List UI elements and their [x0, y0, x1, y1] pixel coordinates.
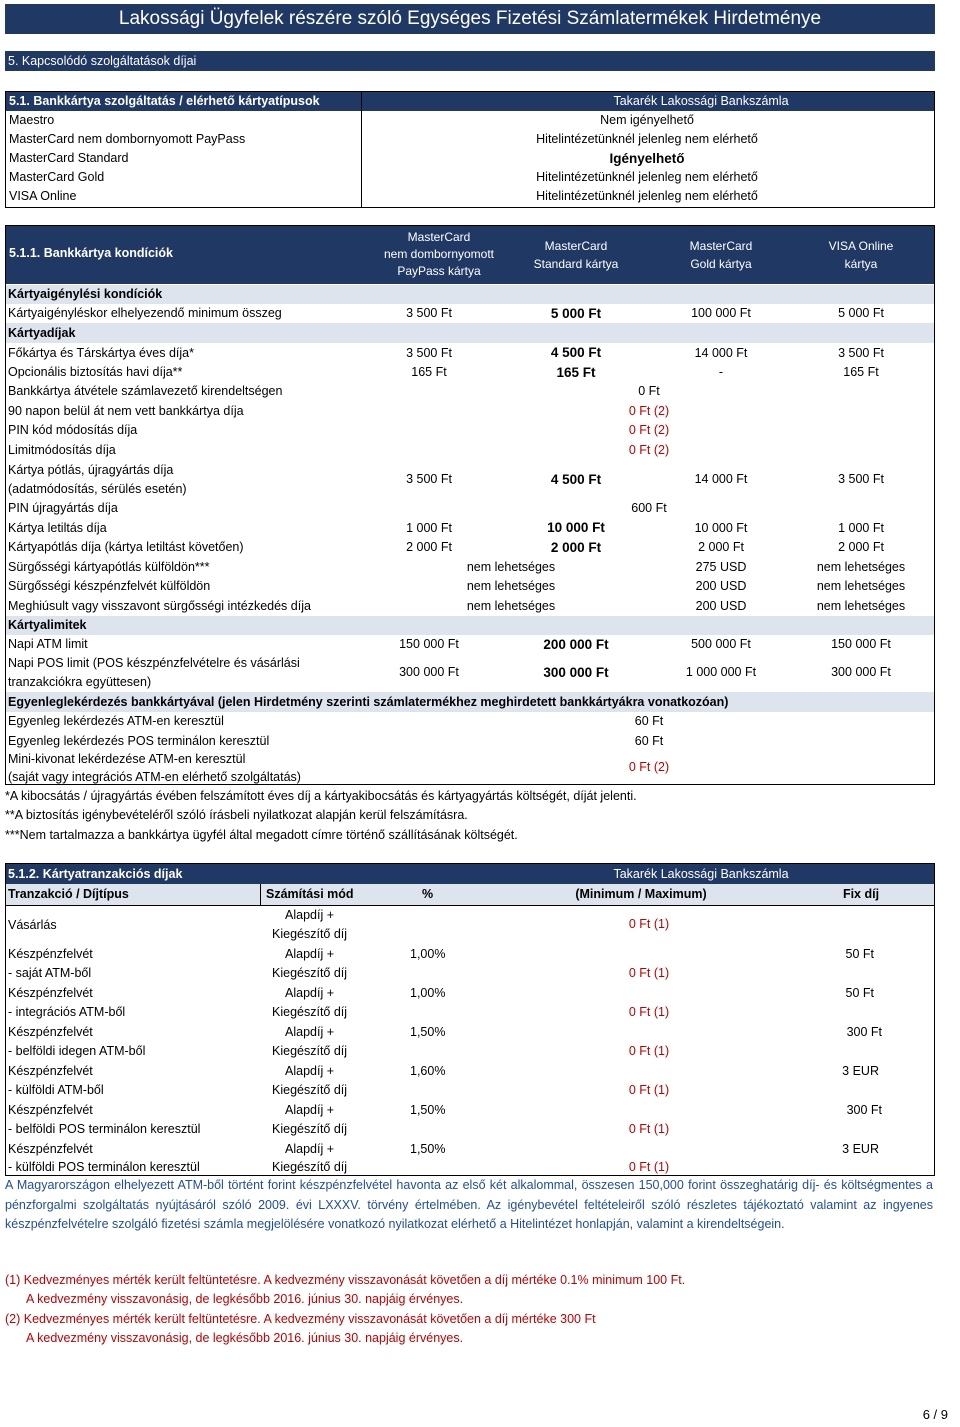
card-type-row: MasterCard Gold Hitelintézetünknél jelenleg nem elérhető: [9, 170, 758, 184]
card-type-row: MasterCard nem dombornyomott PayPass Hitelintézetünknél jelenleg nem elérhető: [9, 132, 758, 146]
transaction-row: Készpénzfelvét - belföldi POS terminálon keresztül Alapdíj + Kiegészítő díj 1,50% 300 Ft 0 Ft (1): [8, 1103, 882, 1136]
card-type-row: VISA Online Hitelintézetünknél jelenleg nem elérhető: [9, 189, 758, 203]
condition-row: Főkártya és Társkártya éves díja* 3 500 Ft 4 500 Ft 14 000 Ft 3 500 Ft: [8, 345, 884, 360]
condition-row: PIN újragyártás díja 600 Ft: [8, 501, 667, 515]
condition-row: Meghiúsult vagy visszavont sürgősségi intézkedés díja nem lehetséges 200 USD nem lehetséges: [8, 599, 906, 613]
footnote: ***Nem tartalmazza a bankkártya ügyfél által megadott címre történő szállításának költségét.: [5, 828, 518, 842]
condition-row: Kártya letiltás díja 1 000 Ft 10 000 Ft 10 000 Ft 1 000 Ft: [8, 520, 884, 535]
condition-row: Limitmódosítás díja 0 Ft (2): [8, 443, 670, 457]
condition-row: Mini-kivonat lekérdezése ATM-en keresztül (saját vagy integrációs ATM-en elérhető szolgáltatás) 0 Ft (2): [8, 752, 670, 784]
card-type-row: Maestro Nem igényelhető: [9, 113, 694, 127]
condition-row: Opcionális biztosítás havi díja** 165 Ft 165 Ft - 165 Ft: [8, 365, 879, 380]
condition-row: Sürgősségi készpénzfelvét külföldön nem lehetséges 200 USD nem lehetséges: [8, 579, 906, 593]
condition-row: Sürgősségi kártyapótlás külföldön*** nem lehetséges 275 USD nem lehetséges: [8, 560, 906, 574]
conditions-header-label: 5.1.1. Bankkártya kondíciók: [9, 246, 173, 260]
condition-row: 90 napon belül át nem vett bankkártya díja 0 Ft (2): [8, 404, 670, 418]
discount-note-1-validity: A kedvezmény visszavonásig, de legkésőbb 2016. június 30. napjáig érvényes.: [26, 1292, 464, 1306]
transactions-header: 5.1.2. Kártyatranzakciós díjak Takarék Lakossági Bankszámla: [6, 864, 934, 884]
footnote: *A kibocsátás / újragyártás évében felszámított éves díj a kártyakibocsátás és kártyagyártás költségét, díját jelenti.: [5, 789, 637, 803]
discount-note-2-validity: A kedvezmény visszavonásig, de legkésőbb 2016. június 30. napjáig érvényes.: [26, 1331, 464, 1345]
card-types-table: [5, 91, 935, 208]
page-title: Lakossági Ügyfelek részére szóló Egységes Fizetési Számlatermékek Hirdetménye: [5, 4, 935, 34]
transaction-row: Készpénzfelvét - külföldi ATM-ből Alapdíj + Kiegészítő díj 1,60% 3 EUR 0 Ft (1): [8, 1064, 879, 1097]
transaction-row: Készpénzfelvét - integrációs ATM-ből Alapdíj + Kiegészítő díj 1,00% 50 Ft 0 Ft (1): [8, 986, 874, 1019]
condition-row: Bankkártya átvétele számlavezető kirendeltségen 0 Ft: [8, 384, 660, 398]
card-types-header: [6, 92, 934, 111]
card-conditions-table: [5, 225, 935, 785]
page-number: 6 / 9: [922, 1407, 948, 1422]
transaction-row: Készpénzfelvét - saját ATM-ből Alapdíj + Kiegészítő díj 1,00% 50 Ft 0 Ft (1): [8, 947, 874, 980]
condition-row: Napi POS limit (POS készpénzfelvételre és vásárlási tranzakciókra együttesen) 300 000 Ft 300 000 Ft 1 000 000 Ft 300 000 Ft: [8, 656, 891, 689]
section-row: Egyenleglekérdezés bankkártyával (jelen Hirdetmény szerinti számlatermékhez meghirdetett bankkártyákra vonatkozóan): [6, 692, 934, 712]
card-type-row: MasterCard Standard Igényelhető: [9, 151, 685, 166]
section-row: Kártyaigénylési kondíciók: [6, 285, 934, 304]
section-row: Kártyalimitek: [6, 616, 934, 635]
condition-row: Kártya pótlás, újragyártás díja (adatmódosítás, sérülés esetén) 3 500 Ft 4 500 Ft 14 000 Ft 3 500 Ft: [8, 463, 884, 496]
condition-row: Kártyaigényléskor elhelyezendő minimum összeg 3 500 Ft 5 000 Ft 100 000 Ft 5 000 Ft: [8, 306, 884, 321]
condition-row: PIN kód módosítás díja 0 Ft (2): [8, 423, 670, 437]
card-transactions-table: [5, 863, 935, 1176]
transactions-columns: Tranzakció / Díjtípus Számítási mód % (Minimum / Maximum) Fix díj: [6, 884, 934, 906]
card-types-header-right: Takarék Lakossági Bankszámla: [613, 94, 789, 108]
footnote: **A biztosítás igénybevételéről szóló írásbeli nyilatkozat alapján kerül felszámításra.: [5, 808, 468, 822]
discount-note-2: (2) Kedvezményes mérték került feltüntetésre. A kedvezmény visszavonását követően a díj mértéke 300 Ft: [5, 1312, 596, 1326]
condition-row: Egyenleg lekérdezés ATM-en keresztül 60 Ft: [8, 714, 664, 728]
card-types-header-left: 5.1. Bankkártya szolgáltatás / elérhető kártyatípusok: [9, 94, 320, 108]
atm-free-withdrawal-notice: A Magyarországon elhelyezett ATM-ből történt forint készpénzfelvétel havonta az első két alkalommal, összesen 150,000 forint összeghatárig díj- és költségmentes a pénzforgalmi szolgáltatás nyújtásáról szóló 2009. évi LXXXV. törvény értelmében. Az igénybevétel feltételeiről szóló részletes tájékoztató valamint az ingyenes készpénzfelvételre szolgáló fizetési számla megjelölésére vonatkozó nyilatkozat elérhető a Hitelintézet honlapján, valamint a kirendeltségein.: [5, 1178, 933, 1231]
transaction-row: Készpénzfelvét - belföldi idegen ATM-ből Alapdíj + Kiegészítő díj 1,50% 300 Ft 0 Ft (1): [8, 1025, 882, 1058]
transaction-row: Készpénzfelvét - külföldi POS terminálon keresztül Alapdíj + Kiegészítő díj 1,50% 3 EUR 0 Ft (1): [8, 1142, 879, 1174]
conditions-header: 5.1.1. Bankkártya kondíciók MasterCard nem dombornyomott PayPass kártya MasterCard Standard kártya MasterCard Gold kártya VISA Online kártya: [6, 226, 934, 284]
discount-note-1: (1) Kedvezményes mérték került feltüntetésre. A kedvezmény visszavonását követően a díj mértéke 0.1% minimum 100 Ft.: [5, 1273, 686, 1287]
section-row: Kártyadíjak: [6, 323, 934, 343]
condition-row: Napi ATM limit 150 000 Ft 200 000 Ft 500 000 Ft 150 000 Ft: [8, 637, 891, 652]
condition-row: Egyenleg lekérdezés POS terminálon keresztül 60 Ft: [8, 734, 664, 748]
section-heading: 5. Kapcsolódó szolgáltatások díjai: [5, 51, 935, 71]
transaction-row: Vásárlás Alapdíj + Kiegészítő díj 0 Ft (1): [8, 908, 670, 941]
condition-row: Kártyapótlás díja (kártya letiltást követően) 2 000 Ft 2 000 Ft 2 000 Ft 2 000 Ft: [8, 540, 884, 555]
